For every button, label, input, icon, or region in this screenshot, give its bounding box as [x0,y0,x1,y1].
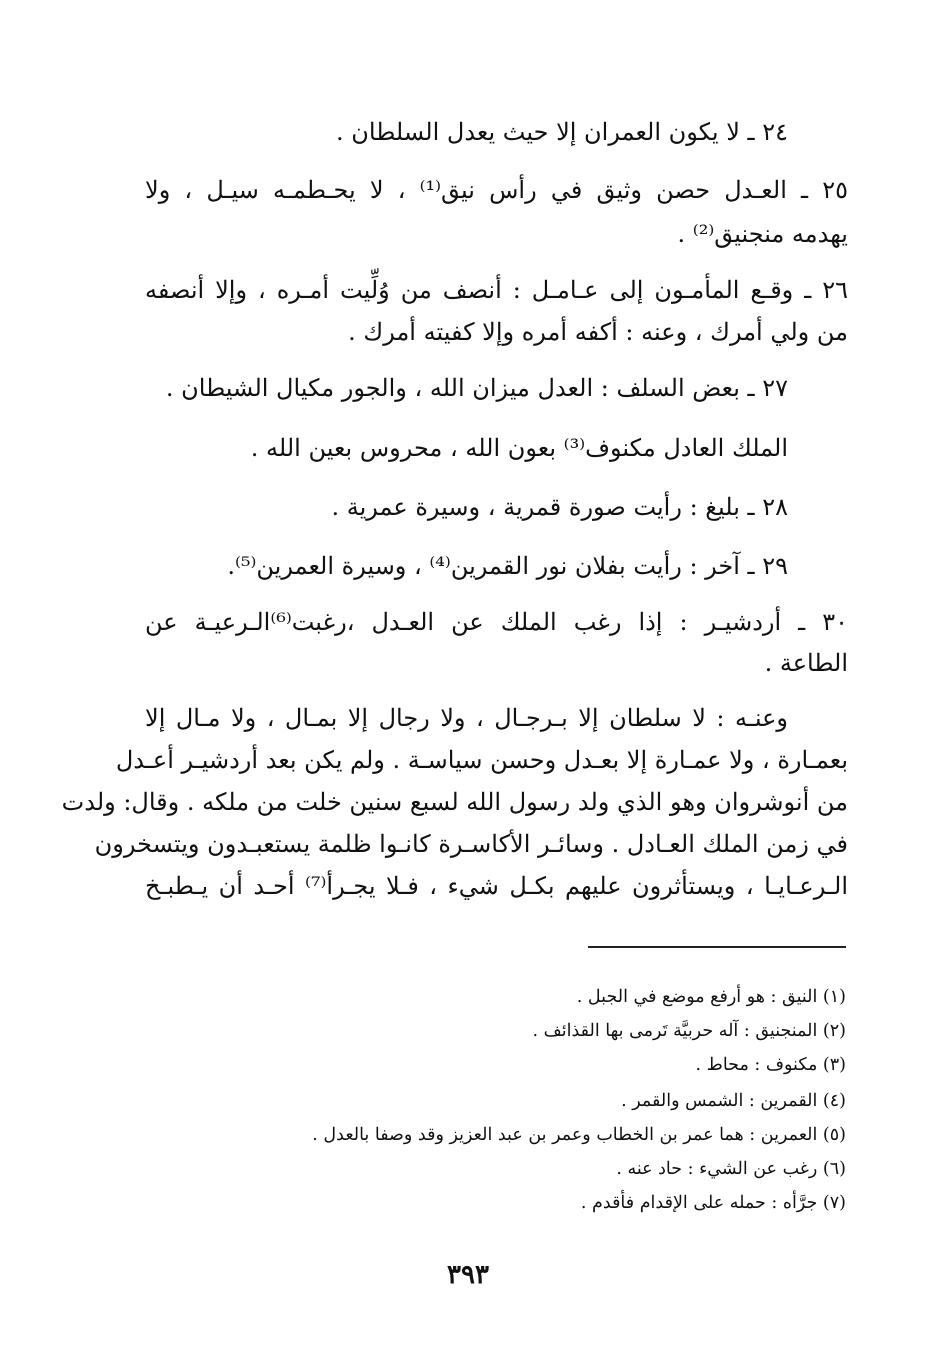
entry-30-line-2: الطاعة . [764,649,848,677]
paragraph-line-1: وعنـه : لا سلطان إلا بـرجـال ، ولا رجال إلا بمـال ، ولا مـال إلا [145,704,789,732]
entry-26-line-2: من ولي أمرك ، وعنه : أكفه أمره وإلا كفيته أمرك . [348,318,848,346]
footnote-5: (٥) العمرين : هما عمر بن الخطاب وعمر بن عبد العزيز وقد وصفا بالعدل . [312,1125,846,1145]
entry-24: ٢٤ ـ لا يكون العمران إلا حيث يعدل السلطان . [336,118,788,146]
footnote-2: (٢) المنجنيق : آله حربيَّة تَرمى بها القذائف . [532,1021,846,1041]
page-number: ٣٩٣ [447,1260,489,1290]
paragraph-line-2: بعمـارة ، ولا عمـارة إلا بعـدل وحسن سياسـة . ولم يكن بعد أردشيـر أعـدل [115,746,848,774]
entry-30-line-1: ٣٠ ـ أردشيـر : إذا رغب الملك عن العـدل ،رغبت⁽⁶⁾الـرعيـة عن [145,608,848,636]
entry-28: ٢٨ ـ بليغ : رأيت صورة قمرية ، وسيرة عمرية . [331,493,788,521]
paragraph-line-5: الـرعـايـا ، ويستأثرون عليهم بكـل شيء ، فـلا يجـرأ⁽⁷⁾ أحـد أن يـطبـخ [145,872,849,900]
entry-27: ٢٧ ـ بعض السلف : العدل ميزان الله ، والجور مكيال الشيطان . [165,374,788,402]
footnote-divider [588,946,846,948]
paragraph-line-3: من أنوشروان وهو الذي ولد رسول الله لسبع سنين خلت من ملكه . وقال: ولدت [61,788,848,816]
footnote-1: (١) النيق : هو أرفع موضع في الجبل . [576,987,846,1007]
footnote-6: (٦) رغب عن الشيء : حاد عنه . [616,1159,846,1179]
footnote-7: (٧) جرَّأه : حمله على الإقدام فأقدم . [580,1193,846,1213]
entry-26-line-1: ٢٦ ـ وقـع المأمـون إلى عـامـل : أنصف من وُلِّيت أمـره ، وإلا أنصفه [145,276,848,304]
paragraph-line-4: في زمن الملك العـادل . وسائـر الأكاسـرة كانـوا ظلمة يستعبـدون ويتسخرون [94,830,848,858]
footnote-4: (٤) القمرين : الشمس والقمر . [621,1091,846,1111]
entry-29: ٢٩ ـ آخر : رأيت بفلان نور القمرين⁽⁴⁾ ، وسيرة العمرين⁽⁵⁾. [227,552,788,580]
entry-25-line-2: يهدمه منجنيق⁽²⁾ . [677,220,848,248]
entry-27-continued: الملك العادل مكنوف⁽³⁾ بعون الله ، محروس بعين الله . [250,434,788,462]
entry-25-line-1: ٢٥ ـ العـدل حصن وثيق في رأس نيق⁽¹⁾ ، لا يحـطمـه سيـل ، ولا [145,176,848,204]
footnote-3: (٣) مكنوف : محاط . [695,1055,846,1075]
